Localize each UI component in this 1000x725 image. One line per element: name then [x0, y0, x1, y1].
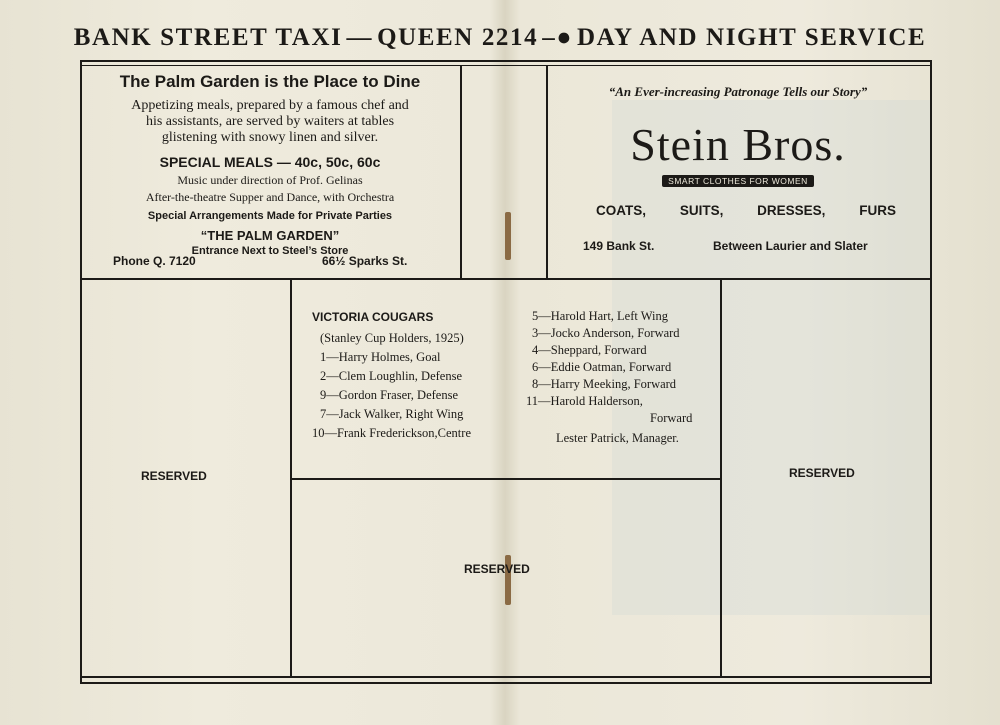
header-banner: BANK STREET TAXI — QUEEN 2214 –● DAY AND NIGHT SERVICE	[73, 24, 927, 51]
frame-top-rule	[80, 60, 930, 62]
frame-right-rule	[930, 60, 932, 682]
stein-address: 149 Bank St.	[583, 239, 655, 253]
product-item: FURS	[859, 203, 896, 218]
product-item: SUITS,	[679, 203, 724, 218]
special-meals: SPECIAL MEALS — 40c, 50c, 60c	[159, 154, 381, 170]
reserved-center: RESERVED	[464, 562, 530, 576]
palm-description	[90, 98, 450, 146]
stein-products	[596, 203, 896, 218]
middle-rule	[80, 278, 932, 280]
roster-player: 7—Jack Walker, Right Wing	[320, 407, 464, 421]
palm-garden-ad	[90, 72, 450, 257]
frame-top-rule-inner	[80, 65, 930, 66]
roster-player: 10—Frank Frederickson,Centre	[312, 426, 471, 440]
roster-player: 8—Harry Meeking, Forward	[532, 377, 677, 391]
roster-player: 5—Harold Hart, Left Wing	[532, 309, 669, 323]
team-subtitle: (Stanley Cup Holders, 1925)	[320, 331, 464, 345]
frame-left-rule	[80, 60, 82, 682]
roster-player: 9—Gordon Fraser, Defense	[320, 388, 459, 402]
binding-staple-top	[505, 212, 511, 260]
stein-tagline: SMART CLOTHES FOR WOMEN	[662, 175, 814, 187]
palm-phone: Phone Q. 7120	[113, 254, 196, 268]
stein-logo: Stein Bros.	[630, 119, 846, 170]
palm-desc-line: his assistants, are served by waiters at tables	[145, 114, 395, 129]
palm-name: “THE PALM GARDEN”	[200, 228, 340, 243]
roster-player: 6—Eddie Oatman, Forward	[532, 360, 672, 374]
team-name: VICTORIA COUGARS	[312, 310, 434, 324]
roster-player: 4—Sheppard, Forward	[532, 343, 647, 357]
roster-player-continued: Forward	[650, 411, 693, 425]
reserved-right: RESERVED	[789, 466, 855, 480]
supper-note: After-the-theatre Supper and Dance, with Orchestra	[145, 190, 395, 204]
roster-bottom-rule	[292, 478, 720, 480]
roster-player: 3—Jocko Anderson, Forward	[532, 326, 680, 340]
reserved-left: RESERVED	[141, 469, 207, 483]
bottom-rule	[80, 676, 932, 678]
header-phone: QUEEN 2214	[377, 24, 539, 51]
roster-left-column	[312, 310, 471, 443]
header-service: DAY AND NIGHT SERVICE	[577, 24, 927, 51]
stein-location: Between Laurier and Slater	[713, 239, 868, 253]
header-taxi: BANK STREET TAXI	[73, 24, 343, 51]
palm-title: The Palm Garden is the Place to Dine	[119, 72, 421, 91]
palm-address: 66½ Sparks St.	[322, 254, 408, 268]
roster-player: 1—Harry Holmes, Goal	[320, 350, 441, 364]
palm-entrance: Entrance Next to Steel’s Store	[191, 245, 349, 257]
palm-desc-line: Appetizing meals, prepared by a famous chef and	[131, 98, 409, 113]
bottom-rule-outer	[80, 682, 932, 684]
product-item: COATS,	[596, 203, 646, 218]
right-reserved-rule	[720, 280, 722, 676]
stein-logo-block	[548, 118, 928, 189]
stein-slogan: “An Ever-increasing Patronage Tells our Story”	[608, 84, 868, 99]
product-item: DRESSES,	[757, 203, 826, 218]
roster-player: 2—Clem Loughlin, Defense	[320, 369, 462, 383]
roster-player: 11—Harold Halderson,	[526, 394, 643, 408]
private-parties-note: Special Arrangements Made for Private Parties	[147, 210, 393, 222]
roster-right-column	[526, 308, 692, 448]
music-note: Music under direction of Prof. Gelinas	[177, 173, 363, 187]
roster-manager: Lester Patrick, Manager.	[556, 431, 679, 445]
palm-box-right-rule	[460, 66, 462, 278]
palm-desc-line: glistening with snowy linen and silver.	[161, 130, 379, 145]
